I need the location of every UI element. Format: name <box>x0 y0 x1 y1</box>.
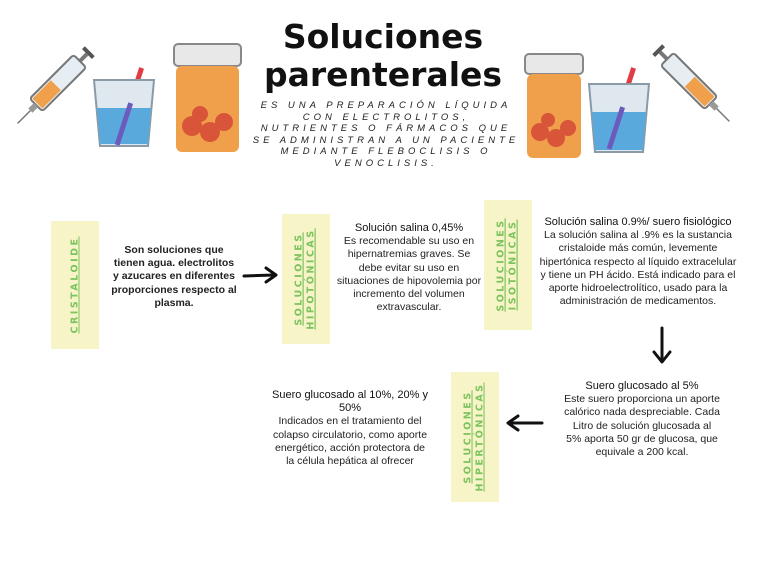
isotonicas-description: Solución salina 0.9%/ suero fisiológico La solución salina al .9% es la sustancia cristaloide más común, levemente hipertónica respecto al líquido extracelular y tiene un PH ácido. Está indicado para el aporte hidroelectrolítico, usado para la administración de medicamentos. <box>539 216 737 308</box>
tag-hipertonicas-line2: HIPERTÓNICAS <box>475 382 487 492</box>
tag-cristaloide-label: CRISTALOIDE <box>69 236 80 334</box>
tag-hipotonicas-line2: HIPOTÓNICAS <box>306 228 318 330</box>
syringe-icon <box>8 38 98 138</box>
arrow-down-icon <box>650 326 674 366</box>
glucosado5-heading: Suero glucosado al 5% <box>585 380 699 392</box>
tag-soluciones-hipotonicas <box>282 214 330 344</box>
title-line-1: Soluciones <box>282 17 484 56</box>
tag-hipotonicas-line1: SOLUCIONES <box>294 232 306 326</box>
hipotonicas-description: Solución salina 0,45% Es recomendable su uso en hipernatremias graves. Se debe evitar su uso en situaciones de hipovolemia por incremento del volumen extravascular. <box>336 222 482 314</box>
tag-hipertonicas-line1: SOLUCIONES <box>463 390 475 484</box>
tag-cristaloide <box>51 221 99 349</box>
title-line-2: parenterales <box>263 55 503 94</box>
glass-straw-icon <box>88 62 160 152</box>
tag-soluciones-hipertonicas <box>451 372 499 502</box>
tag-isotonicas-line1: SOLUCIONES <box>496 218 507 312</box>
pill-jar-icon <box>170 42 245 154</box>
glucosado5-description: Suero glucosado al 5% Este suero proporciona un aporte calórico nada despreciable. Cada Litro de solución glucosada al 5% aporta 50 gr de glucosa, que equivale a 200 kcal. <box>564 380 720 459</box>
isotonicas-heading: Solución salina 0.9%/ suero fisiológico <box>544 216 732 228</box>
glucosado-alto-description: Suero glucosado al 10%, 20% y 50% Indicados en el tratamiento del colapso circulatorio, como aporte energético, acción protectora de la célula hepática al ofrecer <box>272 389 428 468</box>
glass-straw-icon <box>584 62 654 156</box>
page-title <box>258 18 508 94</box>
pill-jar-icon <box>522 52 586 160</box>
syringe-icon <box>652 36 736 136</box>
arrow-left-icon <box>504 412 544 434</box>
cristaloide-description: Son soluciones que tienen agua. electrolitos y azucares en diferentes proporciones respecto al plasma. <box>111 244 237 309</box>
hipotonicas-heading: Solución salina 0,45% <box>354 222 464 234</box>
glucosado-alto-heading: Suero glucosado al 10%, 20% y 50% <box>272 389 428 415</box>
arrow-right-icon <box>242 264 280 286</box>
tag-isotonicas-line2: ISOTÓNICAS <box>508 219 519 311</box>
tag-soluciones-isotonicas <box>484 200 532 330</box>
page-subtitle: ES UNA PREPARACIÓN LÍQUIDA CON ELECTROLITOS, NUTRIENTES O FÁRMACOS QUE SE ADMINISTRAN A UN PACIENTE MEDIANTE FLEBOCLISIS O VENOCLISIS. <box>252 100 520 169</box>
